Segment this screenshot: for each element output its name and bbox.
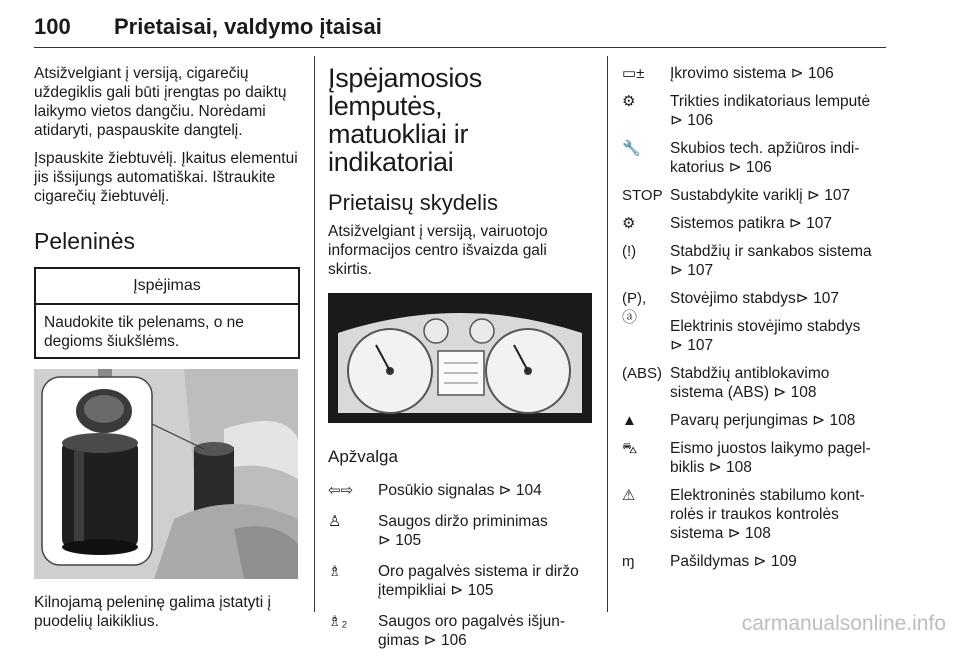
indicator-text xyxy=(378,562,594,600)
page-header xyxy=(34,6,886,48)
column-divider-1 xyxy=(314,56,315,612)
indicator-icon: ⚙ xyxy=(622,215,636,232)
indicator-text xyxy=(670,139,890,177)
section-heading-ashtrays: Peleninės xyxy=(34,228,136,254)
indicator-text-line: sistema (ABS) ⊳ 108 xyxy=(670,384,817,401)
indicator-row xyxy=(622,317,890,355)
indicator-text-line: ⊳ 106 xyxy=(670,112,714,129)
lighter-paragraph-1: Atsižvelgiant į versiją, cigarečių uždegiklis gali būti įrengtas po daiktų laikymo vietos dangčiu. Norėdami atidaryti, paspauskite dangtelį. xyxy=(34,65,287,139)
instrument-cluster-image xyxy=(328,293,592,423)
watermark: carmanualsonline.info xyxy=(741,612,946,635)
indicator-text xyxy=(670,92,890,130)
indicator-text-line: Stovėjimo stabdys⊳ 107 xyxy=(670,290,839,307)
ashtray-photo xyxy=(34,369,298,579)
indicator-icon: ⚠ xyxy=(622,487,636,504)
column-divider-2 xyxy=(607,56,608,612)
page-number: 100 xyxy=(34,14,71,39)
indicator-row xyxy=(622,186,890,205)
indicator-text-line: Sistemos patikra ⊳ 107 xyxy=(670,215,833,232)
chapter-title-line-2: matuokliai ir indikatoriai xyxy=(328,119,469,177)
indicator-text xyxy=(378,612,594,650)
indicator-text-line: biklis ⊳ 108 xyxy=(670,459,752,476)
indicator-row xyxy=(622,242,890,280)
indicator-text-line: katorius ⊳ 106 xyxy=(670,159,772,176)
indicator-row xyxy=(622,411,890,430)
header-rule xyxy=(34,47,886,48)
indicator-text xyxy=(670,317,890,355)
indicator-icon: (!) xyxy=(622,243,637,260)
indicator-icon: STOP xyxy=(622,187,663,204)
indicator-text-line: rolės ir traukos kontrolės xyxy=(670,506,839,523)
indicator-icon: ♗ xyxy=(328,563,342,580)
indicator-row xyxy=(622,214,890,233)
chapter-title xyxy=(328,64,594,176)
indicator-list xyxy=(622,64,890,571)
indicator-icon: ɱ xyxy=(622,553,635,570)
ashtray-caption: Kilnojamą peleninę galima įstatyti į puodelių laikiklius. xyxy=(34,594,271,630)
chapter-title-line-1: Įspėjamosios lemputės, xyxy=(328,63,482,121)
column-2 xyxy=(328,64,594,662)
ashtray-illustration xyxy=(34,369,298,579)
indicator-text-line: Pašildymas ⊳ 109 xyxy=(670,553,797,570)
indicator-icon: (ABS) xyxy=(622,365,663,382)
indicator-text xyxy=(378,481,594,500)
indicator-text xyxy=(670,439,890,477)
indicator-text-line: Įkrovimo sistema ⊳ 106 xyxy=(670,65,834,82)
indicator-text xyxy=(670,186,890,205)
column-1 xyxy=(34,64,300,640)
indicator-text-line: ⊳ 107 xyxy=(670,337,714,354)
indicator-text-line: Skubios tech. apžiūros indi- xyxy=(670,140,860,157)
indicator-icon: ⇦⇨ xyxy=(328,482,354,499)
indicator-row xyxy=(622,439,890,477)
overview-list xyxy=(328,481,594,650)
indicator-text-line: Elektroninės stabilumo kont- xyxy=(670,487,865,504)
indicator-text-line: Saugos diržo priminimas xyxy=(378,513,548,530)
indicator-text xyxy=(670,486,890,543)
indicator-icon: 🔧 xyxy=(622,140,641,157)
indicator-row xyxy=(328,612,594,650)
indicator-text xyxy=(670,411,890,430)
indicator-icon: ⚙ xyxy=(622,93,636,110)
indicator-text xyxy=(670,64,890,83)
indicator-row xyxy=(622,552,890,571)
indicator-text xyxy=(378,512,594,550)
indicator-text-line: ⊳ 105 xyxy=(378,532,422,549)
indicator-text xyxy=(670,364,890,402)
indicator-text-line: Saugos oro pagalvės išjun- xyxy=(378,613,565,630)
indicator-row xyxy=(622,92,890,130)
indicator-row xyxy=(328,512,594,550)
instrument-panel-intro: Atsižvelgiant į versiją, vairuotojo informacijos centro išvaizda gali skirtis. xyxy=(328,223,548,278)
indicator-text-line: įtempikliai ⊳ 105 xyxy=(378,582,494,599)
indicator-icon: ▭± xyxy=(622,65,645,82)
indicator-icon: ▲ xyxy=(622,412,637,429)
indicator-text-line: Posūkio signalas ⊳ 104 xyxy=(378,482,542,499)
indicator-icon: ♙ xyxy=(328,513,342,530)
indicator-text-line: Pavarų perjungimas ⊳ 108 xyxy=(670,412,856,429)
indicator-row xyxy=(328,562,594,600)
indicator-icon: ⛍ xyxy=(622,440,638,457)
indicator-text-line: Stabdžių antiblokavimo xyxy=(670,365,830,382)
indicator-icon: ♗₂ xyxy=(328,613,348,630)
indicator-text-line: Oro pagalvės sistema ir diržo xyxy=(378,563,579,580)
indicator-text-line: Eismo juostos laikymo pagel- xyxy=(670,440,871,457)
overview-heading: Apžvalga xyxy=(328,447,398,466)
indicator-icon: (P), ⓐ xyxy=(622,290,647,326)
indicator-text-line: Trikties indikatoriaus lemputė xyxy=(670,93,871,110)
warning-body: Naudokite tik pelenams, o ne degioms šiukšlėms. xyxy=(44,314,244,350)
column-3 xyxy=(622,64,890,580)
indicator-text-line: sistema ⊳ 108 xyxy=(670,525,771,542)
warning-title: Įspėjimas xyxy=(36,269,298,305)
indicator-text xyxy=(670,289,890,308)
indicator-text-line: Elektrinis stovėjimo stabdys xyxy=(670,318,861,335)
indicator-row xyxy=(622,486,890,543)
indicator-text-line: gimas ⊳ 106 xyxy=(378,632,467,649)
warning-box xyxy=(34,267,300,359)
indicator-row xyxy=(622,289,890,326)
lighter-paragraph-2: Įspauskite žiebtuvėlį. Įkaitus elementui jis išsijungs automatiškai. Ištraukite cigarečių žiebtuvėlį. xyxy=(34,150,298,205)
indicator-row xyxy=(328,481,594,500)
indicator-row xyxy=(622,139,890,177)
indicator-text xyxy=(670,214,890,233)
instrument-cluster-illustration xyxy=(328,293,592,423)
indicator-text xyxy=(670,552,890,571)
indicator-text xyxy=(670,242,890,280)
indicator-row xyxy=(622,364,890,402)
indicator-text-line: Stabdžių ir sankabos sistema xyxy=(670,243,872,260)
indicator-row xyxy=(622,64,890,83)
indicator-text-line: Sustabdykite variklį ⊳ 107 xyxy=(670,187,851,204)
subheading-instrument-panel: Prietaisų skydelis xyxy=(328,190,498,215)
indicator-text-line: ⊳ 107 xyxy=(670,262,714,279)
page-title: Prietaisai, valdymo įtaisai xyxy=(114,14,382,39)
